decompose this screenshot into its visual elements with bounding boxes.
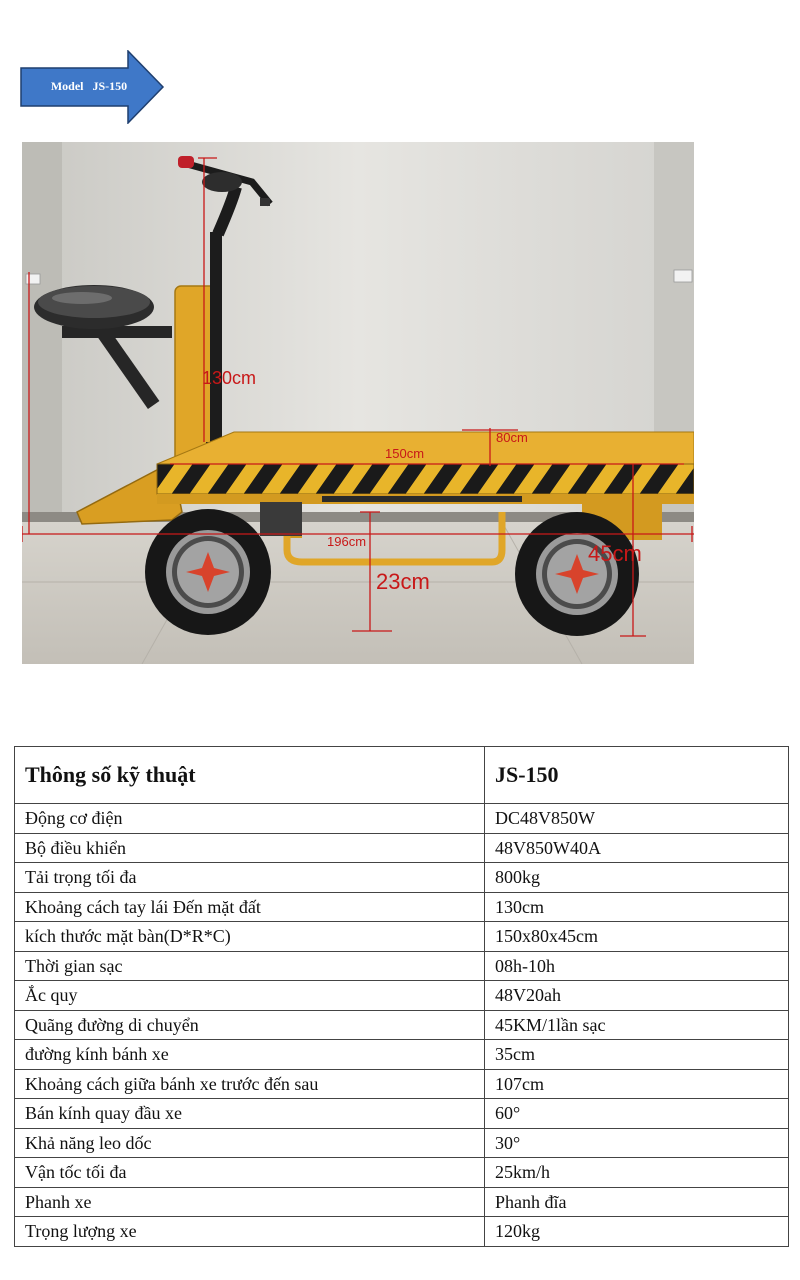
spec-value: 35cm [485,1040,789,1070]
spec-value: 08h-10h [485,951,789,981]
length-dimension-label: 150cm [385,446,425,461]
spec-label: Khoảng cách giữa bánh xe trước đến sau [15,1069,485,1099]
table-row [15,951,789,981]
spec-value: 800kg [485,863,789,893]
spec-label: đường kính bánh xe [15,1040,485,1070]
spec-value: 120kg [485,1217,789,1247]
spec-label: Khoảng cách tay lái Đến mặt đất [15,892,485,922]
table-row [15,804,789,834]
table-row [15,863,789,893]
spec-value: 45KM/1lần sạc [485,1010,789,1040]
table-row [15,1217,789,1247]
model-label: Model JS-150 [50,79,128,93]
spec-label: Bộ điều khiển [15,833,485,863]
front-wheel [515,512,639,636]
spec-label: kích thước mặt bàn(D*R*C) [15,922,485,952]
table-row [15,1010,789,1040]
spec-value: 60° [485,1099,789,1129]
table-row [15,833,789,863]
spec-value: 150x80x45cm [485,922,789,952]
spec-table-header [15,747,789,804]
spec-header-label: Thông số kỹ thuật [15,747,485,804]
spec-value: 30° [485,1128,789,1158]
spec-label: Khả năng leo dốc [15,1128,485,1158]
table-row [15,1128,789,1158]
table-row [15,1040,789,1070]
spec-label: Tải trọng tối đa [15,863,485,893]
spec-header-value: JS-150 [485,747,789,804]
table-row [15,981,789,1011]
clearance-dimension-label: 23cm [376,569,430,594]
spec-value: 25km/h [485,1158,789,1188]
spec-value: 48V850W40A [485,833,789,863]
product-photo [22,142,694,664]
table-row [15,1069,789,1099]
width-dimension-label: 80cm [496,430,528,445]
spec-label: Vận tốc tối đa [15,1158,485,1188]
table-row [15,922,789,952]
table-row [15,892,789,922]
spec-value: Phanh đĩa [485,1187,789,1217]
spec-label: Thời gian sạc [15,951,485,981]
wheel-height-dimension-label: 45cm [588,541,642,566]
table-row [15,1158,789,1188]
spec-label: Phanh xe [15,1187,485,1217]
spec-label: Quãng đường di chuyển [15,1010,485,1040]
spec-value: 48V20ah [485,981,789,1011]
spec-value: 130cm [485,892,789,922]
table-row [15,1187,789,1217]
spec-value: DC48V850W [485,804,789,834]
spec-label: Động cơ điện [15,804,485,834]
spec-value: 107cm [485,1069,789,1099]
height-dimension-label: 130cm [202,368,257,388]
spec-label: Bán kính quay đầu xe [15,1099,485,1129]
spec-label: Trọng lượng xe [15,1217,485,1247]
spec-label: Ắc quy [15,981,485,1011]
model-banner [20,50,165,124]
table-row [15,1099,789,1129]
overall-length-dimension-label: 196cm [327,534,367,549]
rear-wheel [145,509,271,635]
spec-table [14,746,789,1247]
